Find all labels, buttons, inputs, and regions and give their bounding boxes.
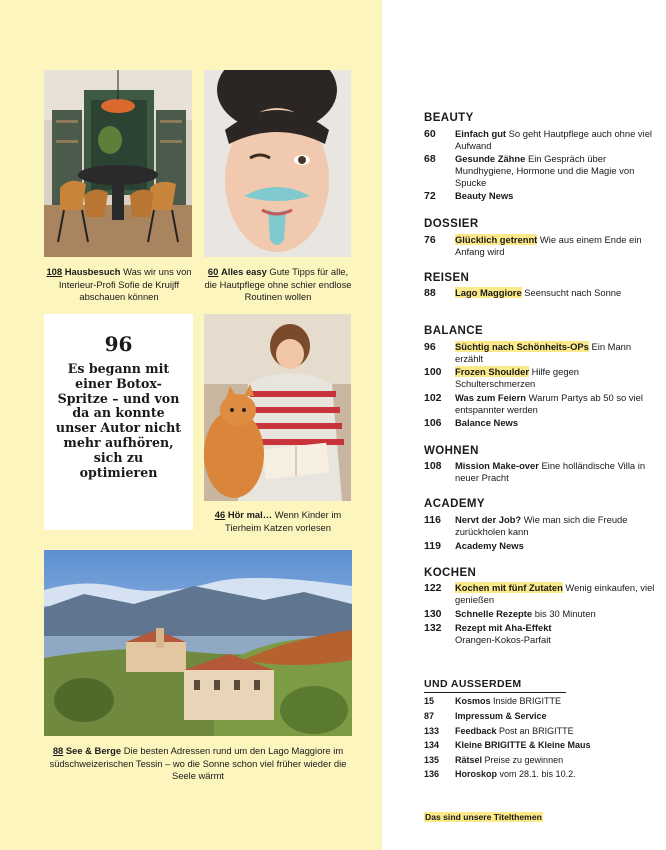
caption-page: 46: [214, 509, 226, 520]
toc-entry[interactable]: [424, 769, 656, 780]
caption-page: 108: [46, 266, 63, 277]
toc-page: 136: [424, 769, 440, 779]
toc-page: 132: [424, 622, 442, 634]
toc-head: Mission Make-over: [455, 460, 539, 471]
photo-dining-room: [44, 70, 192, 257]
photo-woman-skincare: [204, 70, 351, 257]
quote-page-number: 96: [104, 332, 133, 356]
section-title-wohnen: WOHNEN: [424, 445, 479, 457]
caption-head: Alles easy: [220, 266, 267, 277]
toc-entry[interactable]: [424, 392, 656, 416]
toc-page: 106: [424, 417, 442, 429]
toc-text: Warum Partys ab 50 so viel entspannter werden: [455, 392, 643, 416]
toc-head: Nervt der Job?: [455, 514, 522, 525]
toc-entry[interactable]: [424, 755, 656, 766]
toc-entry[interactable]: [424, 366, 656, 390]
toc-page: 122: [424, 582, 442, 594]
section-title-beauty: BEAUTY: [424, 112, 474, 124]
toc-head: Frozen Shoulder: [455, 366, 529, 377]
toc-page: 108: [424, 460, 442, 472]
toc-entry[interactable]: [424, 287, 656, 299]
section-title-kochen: KOCHEN: [424, 567, 477, 579]
toc-text: Wenig einkaufen, viel genießen: [455, 582, 655, 606]
caption-head: See & Berge: [65, 745, 122, 756]
toc-entry[interactable]: [424, 608, 656, 620]
toc-head: Beauty News: [455, 190, 514, 201]
toc-page: 15: [424, 696, 435, 706]
caption-head: Hausbesuch: [64, 266, 121, 277]
section-title-dossier: DOSSIER: [424, 218, 479, 230]
toc-head: Einfach gut: [455, 128, 507, 139]
toc-head: Balance News: [455, 417, 519, 428]
toc-page: 119: [424, 540, 441, 552]
toc-page: 130: [424, 608, 442, 620]
caption-page: 60: [207, 266, 219, 277]
toc-head: Rezept mit Aha-Effekt: [455, 622, 552, 633]
toc-entry[interactable]: [424, 460, 656, 484]
toc-page: 88: [424, 287, 436, 299]
caption-text: Die besten Adressen rund um den Lago Maggiore im südschweizerischen Tessin – wo die Sonne schon viel früher wieder die Seele wärmt: [49, 745, 347, 781]
toc-page: 102: [424, 392, 442, 404]
caption-hoer-mal: [204, 509, 352, 534]
pull-quote: [44, 314, 193, 530]
toc-head: Kleine BRIGITTE & Kleine Maus: [455, 740, 591, 750]
toc-page: 60: [424, 128, 436, 140]
section-title-reisen: REISEN: [424, 272, 470, 284]
toc-text: Ein Gespräch über Mundhygiene, Hormone und die Magie von Spucke: [455, 153, 635, 189]
section-title-ausserdem: UND AUSSERDEM: [424, 678, 566, 693]
cover-topics-note: Das sind unsere Titelthemen: [425, 812, 542, 822]
caption-text: Was wir uns von Interieur-Profi Sofie de Kruijff abschauen können: [58, 266, 192, 302]
toc-entry[interactable]: [424, 417, 656, 429]
toc-text: bis 30 Minuten: [534, 608, 596, 619]
toc-head: Impressum & Service: [455, 711, 547, 721]
toc-page: 72: [424, 190, 436, 202]
toc-text: So geht Hautpflege auch ohne viel Aufwand: [455, 128, 652, 152]
toc-entry[interactable]: [424, 341, 656, 365]
toc-text: Post an BRIGITTE: [499, 726, 574, 736]
toc-text: Seensucht nach Sonne: [524, 287, 622, 298]
toc-head: Gesunde Zähne: [455, 153, 526, 164]
toc-entry[interactable]: [424, 128, 656, 152]
toc-head: Kosmos: [455, 696, 491, 706]
photo-girl-reading-cat: [204, 314, 351, 501]
toc-text: Preise zu gewinnen: [484, 755, 564, 765]
toc-head: Feedback: [455, 726, 497, 736]
toc-entry[interactable]: [424, 190, 656, 202]
toc-text: Orangen-Kokos-Parfait: [455, 634, 551, 646]
toc-page: 68: [424, 153, 436, 165]
toc-page: 133: [424, 726, 440, 736]
toc-page: 96: [424, 341, 436, 353]
toc-head: Lago Maggiore: [455, 287, 522, 298]
toc-text: Hilfe gegen Schulterschmerzen: [455, 366, 580, 390]
caption-alles-easy: [204, 266, 352, 304]
toc-page: 76: [424, 234, 436, 246]
toc-head: Süchtig nach Schönheits-OPs: [455, 341, 589, 352]
toc-page: 134: [424, 740, 440, 750]
toc-head: Horoskop: [455, 769, 498, 779]
toc-entry[interactable]: [424, 582, 656, 606]
caption-text: Gute Tipps für alle, die Hautpflege ohne schier endlose Routinen wollen: [204, 266, 352, 302]
toc-head: Glücklich getrennt: [455, 234, 538, 245]
section-title-academy: ACADEMY: [424, 498, 485, 510]
toc-entry[interactable]: [424, 711, 656, 722]
toc-entry[interactable]: [424, 622, 656, 646]
toc-head: Schnelle Rezepte: [455, 608, 533, 619]
quote-text: Es begann mit einer Botox-Spritze – und von da an konnte unser Autor nicht mehr aufhören, sich zu optimieren: [55, 361, 182, 480]
toc-head: Was zum Feiern: [455, 392, 527, 403]
toc-head: Academy News: [455, 540, 524, 551]
caption-page: 88: [52, 745, 64, 756]
caption-hausbesuch: [46, 266, 192, 304]
toc-text: Wie man sich die Freude zurückholen kann: [455, 514, 628, 538]
caption-see-berge: [44, 745, 352, 783]
toc-page: 87: [424, 711, 435, 721]
toc-text: Eine holländische Villa in neuer Pracht: [455, 460, 646, 484]
caption-text: Wenn Kinder im Tierheim Katzen vorlesen: [225, 509, 342, 533]
toc-page: 116: [424, 514, 441, 526]
toc-entry[interactable]: [424, 540, 656, 552]
caption-head: Hör mal…: [227, 509, 273, 520]
toc-page: 100: [424, 366, 442, 378]
toc-head: Rätsel: [455, 755, 483, 765]
toc-text: vom 28.1. bis 10.2.: [499, 769, 576, 779]
toc-head: Kochen mit fünf Zutaten: [455, 582, 563, 593]
toc-entry[interactable]: [424, 696, 656, 707]
photo-lago-maggiore: [44, 550, 352, 736]
section-title-balance: BALANCE: [424, 325, 484, 337]
toc-entry[interactable]: [424, 153, 656, 190]
toc-text: Inside BRIGITTE: [493, 696, 562, 706]
toc-entry[interactable]: [424, 234, 656, 258]
toc-text: Wie aus einem Ende ein Anfang wird: [455, 234, 642, 258]
toc-entry[interactable]: [424, 514, 656, 538]
toc-text: Ein Mann erzählt: [455, 341, 632, 365]
toc-entry[interactable]: [424, 726, 656, 737]
toc-page: 135: [424, 755, 440, 765]
toc-entry[interactable]: [424, 740, 656, 751]
